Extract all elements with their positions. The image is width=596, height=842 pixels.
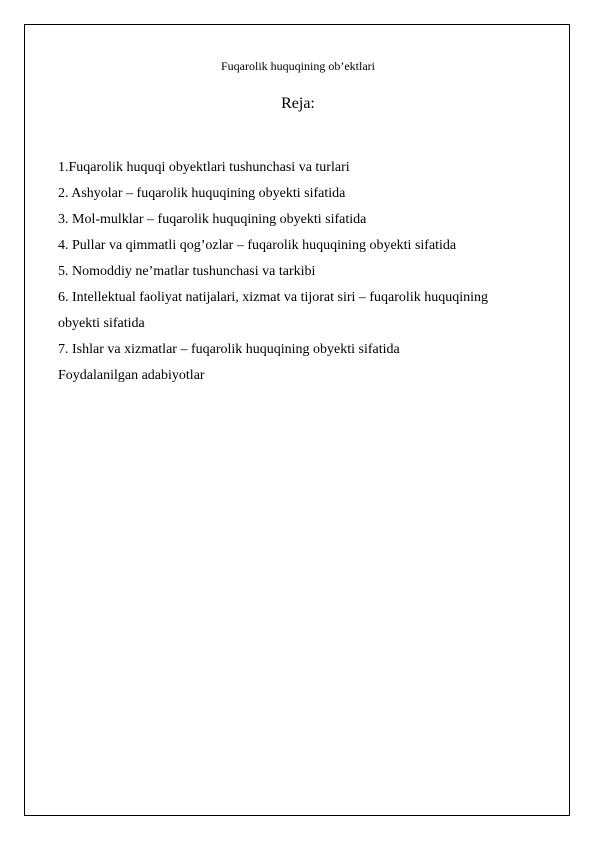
plan-heading: Reja: [281, 95, 315, 112]
plan-item-line: obyekti sifatida [58, 316, 145, 331]
plan-list [58, 155, 558, 389]
plan-item: 2. Ashyolar – fuqarolik huquqining obyekti sifatida [58, 186, 346, 201]
document-title: Fuqarolik huquqining ob’ektlari [221, 59, 375, 73]
references-item: Foydalanilgan adabiyotlar [58, 368, 205, 383]
plan-item [58, 285, 558, 337]
plan-item: 4. Pullar va qimmatli qog’ozlar – fuqarolik huquqining obyekti sifatida [58, 238, 457, 253]
plan-item-line: 6. Intellektual faoliyat natijalari, xizmat va tijorat siri – fuqarolik huquqining [58, 290, 488, 305]
plan-item: 7. Ishlar va xizmatlar – fuqarolik huquqining obyekti sifatida [58, 342, 400, 357]
plan-item: 1.Fuqarolik huquqi obyektlari tushunchasi va turlari [58, 160, 350, 175]
plan-item: 3. Mol-mulklar – fuqarolik huquqining obyekti sifatida [58, 212, 367, 227]
page-border [24, 24, 570, 816]
plan-item: 5. Nomoddiy ne’matlar tushunchasi va tarkibi [58, 264, 316, 279]
